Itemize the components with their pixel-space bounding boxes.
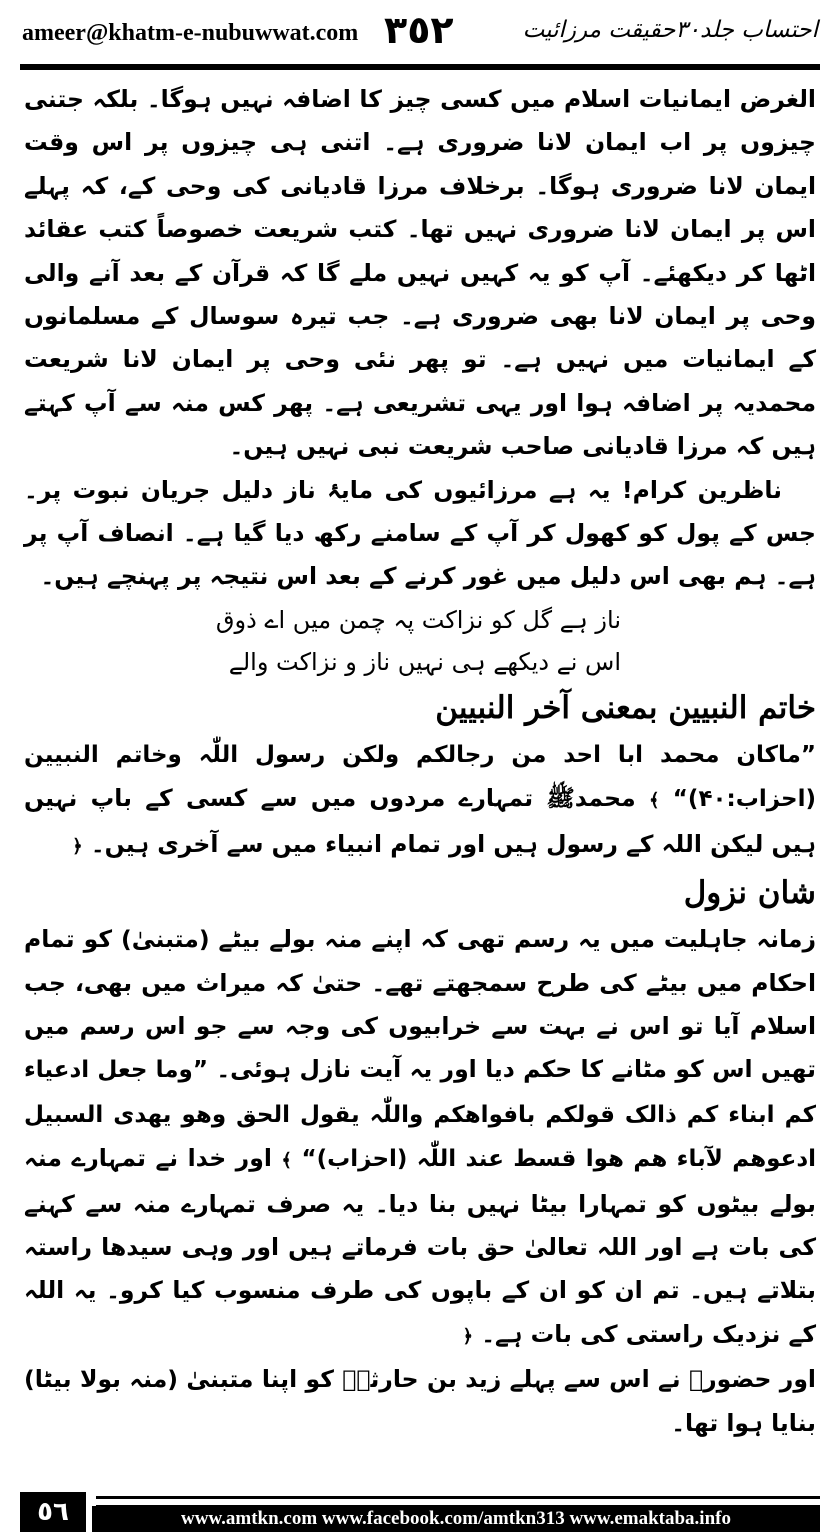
ornament-open-icon: ﴾ xyxy=(281,1150,292,1172)
quote-ahzab-block xyxy=(24,918,816,1358)
header-page-number: ٣٥٢ xyxy=(384,8,454,52)
header-email: ameer@khatm-e-nubuwwat.com xyxy=(22,20,359,46)
header-rule xyxy=(20,64,820,70)
translation-ahzab-5: اور خدا نے تمہارے منہ بولے بیٹوں کو تمہارا بیٹا نہیں بنا دیا۔ یہ صرف تمہارے منہ سے کہنے کی بات ہے اور اللہ تعالیٰ حق بات فرماتے ہیں اور وہی سیدھا راستہ بتلاتے ہیں۔ تم ان کو ان کے باپوں کی طرف منسوب کیا کرو۔ یہ اللہ کے نزدیک راستی کی بات ہے۔ xyxy=(24,1144,816,1348)
couplet-line-1: ناز ہے گل کو نزاکت پہ چمن میں اے ذوق xyxy=(215,605,621,634)
couplet-line-2: اس نے دیکھے ہی نہیں ناز و نزاکت والے xyxy=(228,647,621,676)
paragraph-1: الغرض ایمانیات اسلام میں کسی چیز کا اضافہ نہیں ہوگا۔ بلکہ جتنی چیزوں پر اب ایمان لانا ضروری ہے۔ اتنی ہی چیزوں پر اس وقت ایمان لانا ضروری ہوگا۔ برخلاف مرزا قادیانی کی وحی کے، کہ پہلے اس پر ایمان لانا ضروری نہیں تھا۔ کتب شریعت خصوصاً کتب عقائد اٹھا کر دیکھئے۔ آپ کو یہ کہیں نہیں ملے گا کہ قرآن کے بعد آنے والی وحی پر ایمان لانا بھی ضروری ہے۔ جب تیرہ سوسال کے مسلمانوں کے ایمانیات میں نہیں ہے۔ تو پھر نئی وحی پر ایمان لانا شریعت محمدیہ پر اضافہ ہوا اور یہی تشریعی ہے۔ پھر کس منہ سے آپ کہتے ہیں کہ مرزا قادیانی صاحب شریعت نبی نہیں ہیں۔ xyxy=(24,85,816,461)
heading-shan-e-nuzool: شان نزول xyxy=(683,875,816,912)
quote-ahzab-40 xyxy=(24,733,816,868)
paragraph-2: ناظرین کرام! یہ ہے مرزائیوں کی مایۂ ناز دلیل جریان نبوت پر۔ جس کے پول کو کھول کر آپ کے سامنے رکھ دیا گیا ہے۔ انصاف آپ پر ہے۔ ہم بھی اس دلیل میں غور کرنے کے بعد اس نتیجہ پر پہنچے ہیں۔ xyxy=(24,475,816,591)
arabic-verse-ahzab-40: ”ماکان محمد ابا احد من رجالکم ولکن رسول اللّٰہ وخاتم النبیین (احزاب:۴۰)“ xyxy=(24,741,816,813)
ornament-close-icon: ﴿ xyxy=(72,835,83,857)
footer-links: www.amtkn.com www.facebook.com/amtkn313 www.emaktaba.info xyxy=(92,1506,820,1532)
heading-khatam-un-nabiyyin: خاتم النبیین بمعنی آخر النبیین xyxy=(435,689,816,726)
translation-ahzab-40: محمدﷺ تمہارے مردوں میں سے کسی کے باپ نہیں ہیں لیکن اللہ کے رسول ہیں اور تمام انبیاء میں سے آخری ہیں۔ xyxy=(24,784,816,858)
footer-bar xyxy=(20,1492,820,1532)
paragraph-4: اور حضورﷺ نے اس سے پہلے زید بن حارثہؓ کو اپنا متبنیٰ (منہ بولا بیٹا) بنایا ہوا تھا۔ xyxy=(24,1365,816,1437)
paragraph-3: زمانہ جاہلیت میں یہ رسم تھی کہ اپنے منہ بولے بیٹے (متبنیٰ) کو تمام احکام میں بیٹے کی طرح سمجھتے تھے۔ حتیٰ کہ میراث میں بھی، جب اسلام آیا تو اس نے بہت سے خرابیوں کی وجہ سے جو اس رسم میں تھیں اس کو مٹانے کا حکم دیا اور یہ آیت نازل ہوئی۔ xyxy=(24,925,817,1084)
footer-rules xyxy=(96,1496,820,1506)
ornament-close-icon: ﴿ xyxy=(462,1325,473,1347)
document-body xyxy=(24,78,816,1445)
footer-page-number: ٥٦ xyxy=(37,1497,69,1527)
header-title: احتساب جلد۳۰حقیقت مرزائیت xyxy=(522,17,818,43)
arabic-verse-ahzab-5: ”وما جعل ادعیاء کم ابناء کم ذالک قولکم بافواھکم واللّٰہ یقول الحق وھو یھدی السبیل ادعوھم لآباء ھم ھوا قسط عند اللّٰہ (احزاب)“ xyxy=(24,1057,817,1173)
ornament-open-icon: ﴾ xyxy=(648,790,660,812)
